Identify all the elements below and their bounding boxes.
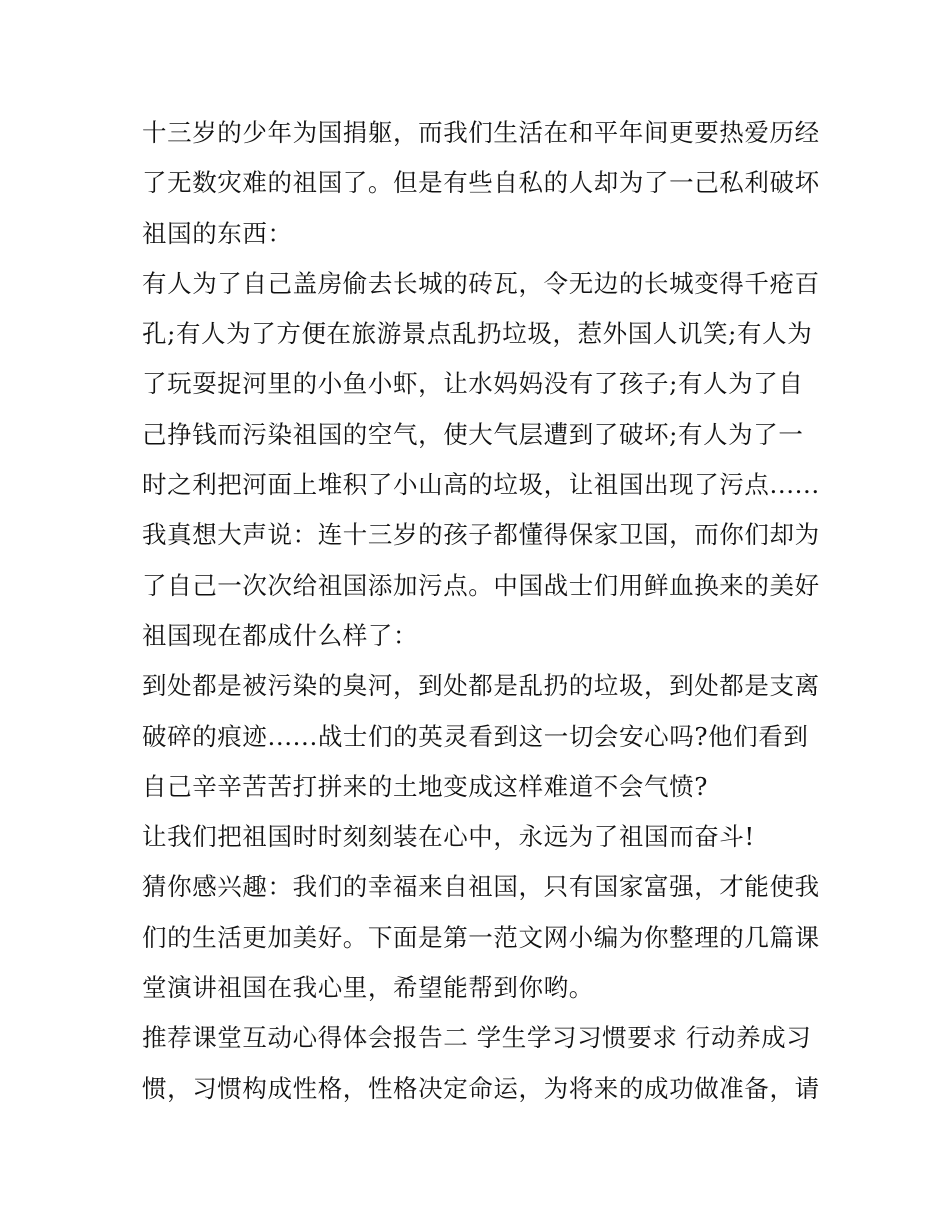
text-line: 们的生活更加美好。下面是第一范文网小编为你整理的几篇课 xyxy=(142,922,820,952)
text-line: 己挣钱而污染祖国的空气，使大气层遭到了破坏;有人为了一 xyxy=(142,419,804,449)
text-line: 猜你感兴趣：我们的幸福来自祖国，只有国家富强，才能使我 xyxy=(142,872,820,902)
text-line: 推荐课堂互动心得体会报告二 学生学习习惯要求 行动养成习 xyxy=(142,1023,812,1053)
text-line: 祖国的东西： xyxy=(142,218,293,248)
text-line: 惯，习惯构成性格，性格决定命运，为将来的成功做准备，请 xyxy=(142,1073,820,1103)
text-line: 十三岁的少年为国捐躯，而我们生活在和平年间更要热爱历经 xyxy=(142,118,820,147)
text-line: 了自己一次次给祖国添加污点。中国战士们用鲜血换来的美好 xyxy=(142,570,820,600)
text-line: 孔;有人为了方便在旅游景点乱扔垃圾，惹外国人讥笑;有人为 xyxy=(142,319,813,349)
text-line: 堂演讲祖国在我心里，希望能帮到你哟。 xyxy=(142,973,594,1003)
text-line: 了玩耍捉河里的小鱼小虾，让水妈妈没有了孩子;有人为了自 xyxy=(142,369,804,399)
text-line: 了无数灾难的祖国了。但是有些自私的人却为了一己私利破坏 xyxy=(142,168,820,198)
text-line: 破碎的痕迹......战士们的英灵看到这一切会安心吗?他们看到 xyxy=(142,721,809,751)
text-line: 有人为了自己盖房偷去长城的砖瓦，令无边的长城变得千疮百 xyxy=(142,268,820,298)
body-text xyxy=(142,108,822,1114)
text-line: 自己辛辛苦苦打拼来的土地变成这样难道不会气愤? xyxy=(142,771,708,801)
text-line: 让我们把祖国时时刻刻装在心中，永远为了祖国而奋斗! xyxy=(142,822,755,852)
text-line: 到处都是被污染的臭河，到处都是乱扔的垃圾，到处都是支离 xyxy=(142,671,820,701)
text-line: 我真想大声说：连十三岁的孩子都懂得保家卫国，而你们却为 xyxy=(142,520,820,550)
text-line: 时之利把河面上堆积了小山高的垃圾，让祖国出现了污点...... xyxy=(142,470,820,500)
text-line: 祖国现在都成什么样了： xyxy=(142,620,419,650)
